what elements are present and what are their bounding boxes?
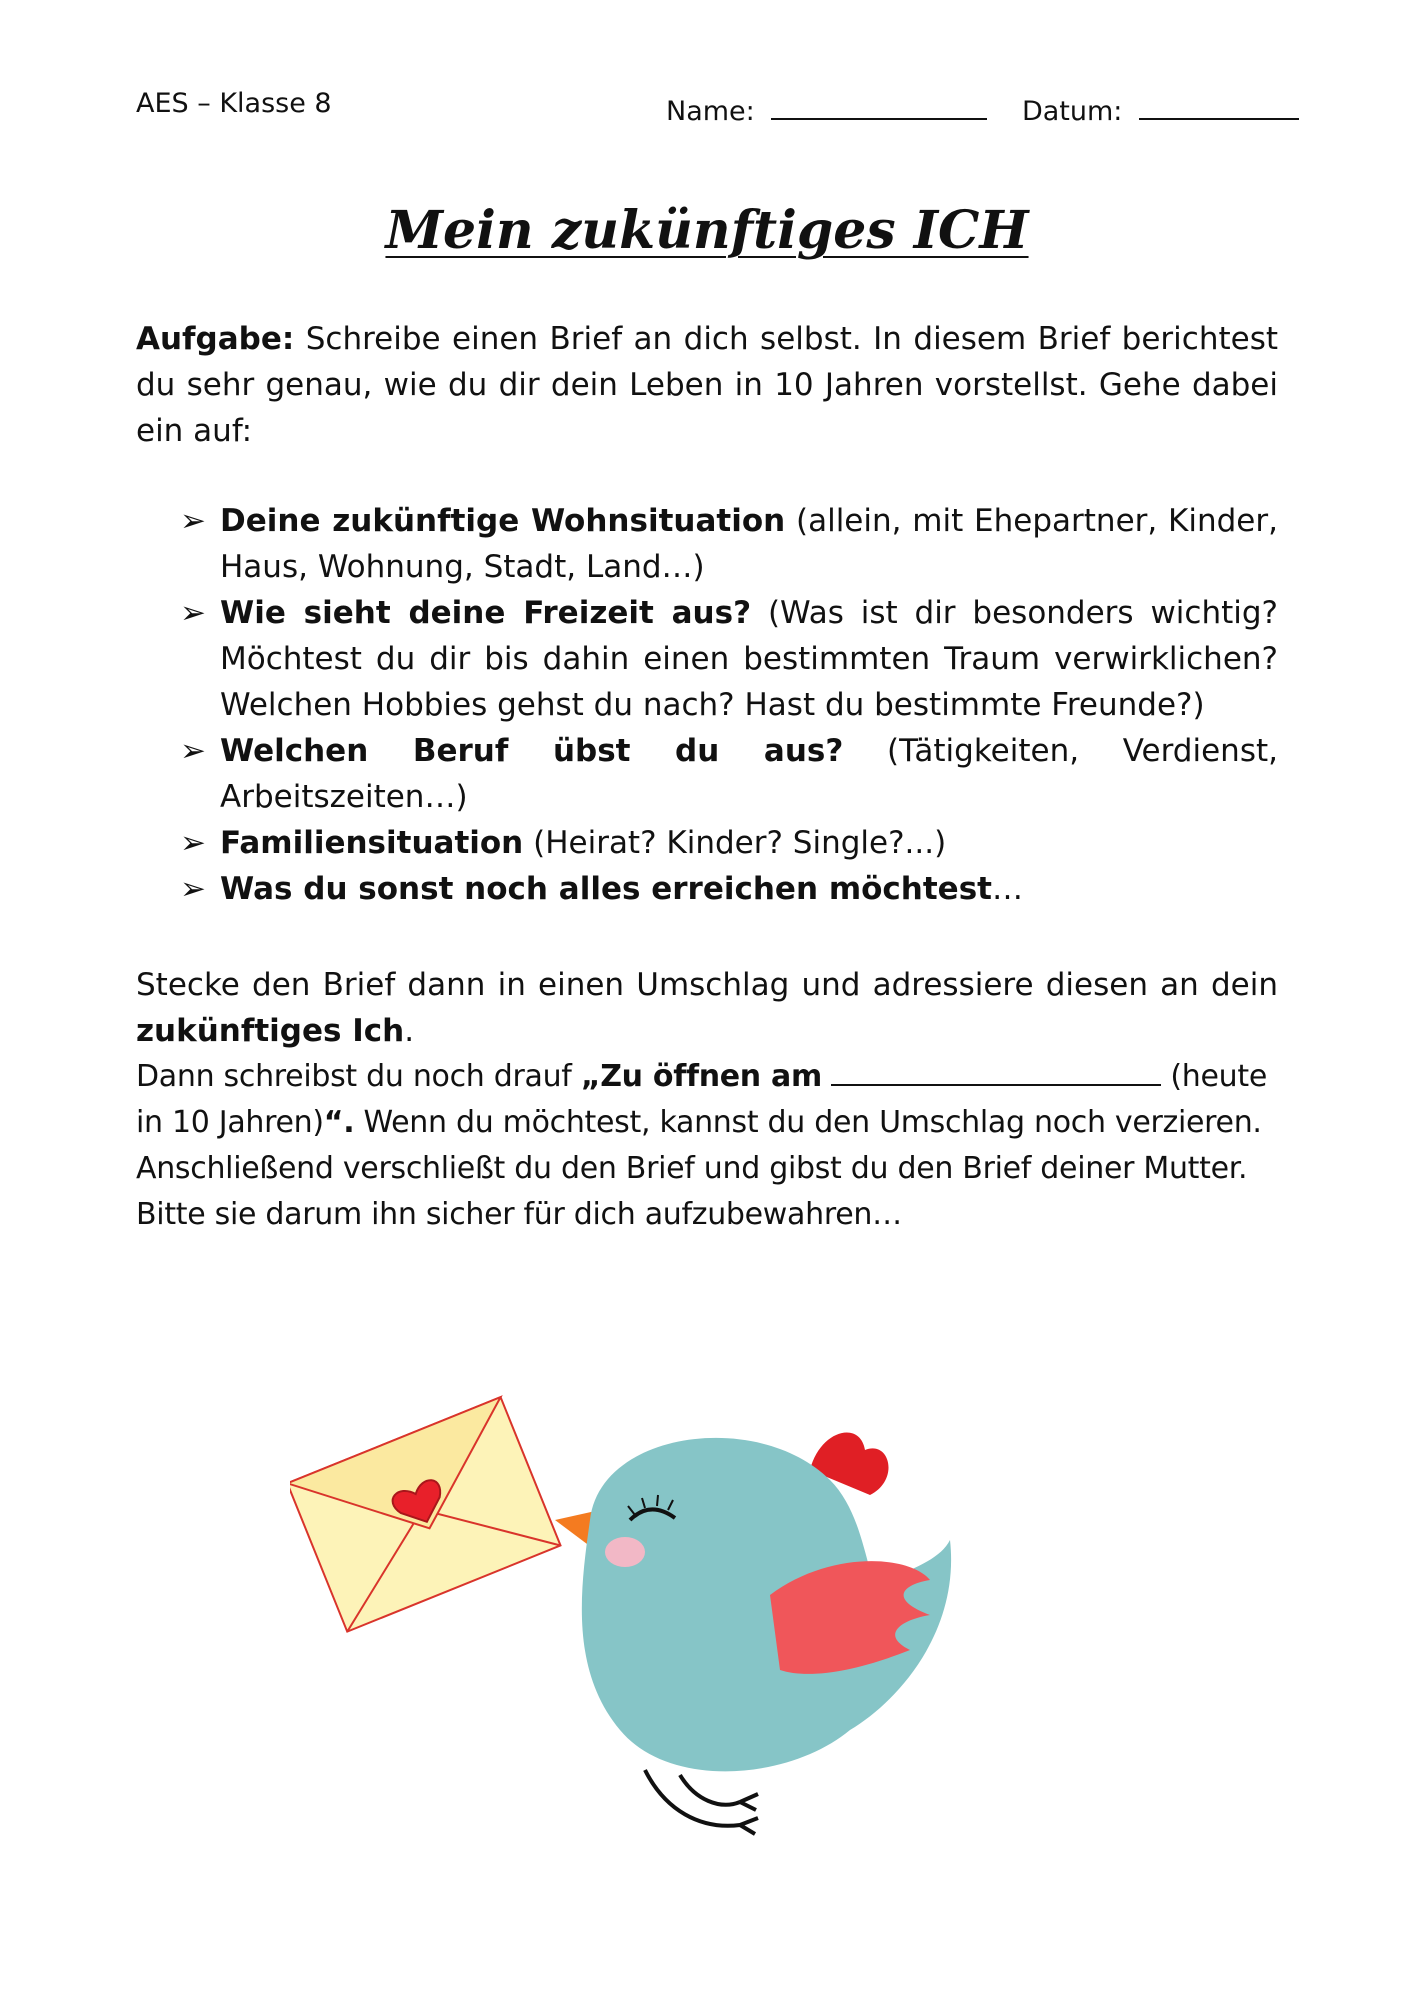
list-item bbox=[180, 498, 1278, 590]
page-title-text: Mein zukünftiges ICH bbox=[385, 200, 1029, 261]
name-date-fields bbox=[666, 88, 1299, 127]
open-date-blank-line bbox=[831, 1054, 1161, 1086]
list-item-bold: Wie sieht deine Freizeit aus? bbox=[220, 595, 752, 631]
arrow-bullet-icon: ➢ bbox=[180, 825, 206, 861]
list-item-rest: … bbox=[991, 871, 1023, 907]
list-item-rest: (Tätigkeiten, Verdienst, Arbeitszeiten…) bbox=[220, 733, 1278, 815]
closing-text: Stecke den Brief dann in einen Umschlag und adressiere diesen an dein bbox=[136, 967, 1278, 1003]
list-item bbox=[180, 866, 1278, 912]
task-label: Aufgabe: bbox=[136, 321, 295, 357]
page-title bbox=[0, 200, 1414, 261]
name-label: Name: bbox=[666, 96, 755, 127]
closing-paragraph-2 bbox=[136, 1054, 1296, 1238]
list-item-rest: (allein, mit Ehepartner, Kinder, Haus, Wohnung, Stadt, Land…) bbox=[220, 503, 1278, 585]
list-item-bold: Welchen Beruf übst du aus? bbox=[220, 733, 844, 769]
arrow-bullet-icon: ➢ bbox=[180, 595, 206, 631]
list-item-bold: Was du sonst noch alles erreichen möchtest bbox=[220, 871, 992, 907]
list-item-bold: Deine zukünftige Wohnsituation bbox=[220, 503, 786, 539]
topic-list bbox=[180, 498, 1278, 912]
task-paragraph bbox=[136, 316, 1278, 454]
list-item bbox=[180, 728, 1278, 820]
date-blank-line bbox=[1139, 88, 1299, 120]
list-item-bold: Familiensituation bbox=[220, 825, 524, 861]
closing-text: Wenn du möchtest, kannst du den Umschlag noch verzieren. Anschließend verschließt du den Brief und gibst du den Brief deiner Mutter. Bitte sie darum ihn sicher für dich aufzubewahren… bbox=[136, 1105, 1262, 1232]
closing-text: Dann schreibst du noch drauf bbox=[136, 1059, 581, 1094]
closing-instructions bbox=[136, 962, 1296, 1238]
list-item bbox=[180, 820, 1278, 866]
arrow-bullet-icon: ➢ bbox=[180, 733, 206, 769]
bird-feet-icon bbox=[645, 1770, 758, 1834]
arrow-bullet-icon: ➢ bbox=[180, 503, 206, 539]
cheek-icon bbox=[605, 1537, 645, 1567]
future-self-bold: zukünftiges Ich bbox=[136, 1013, 405, 1049]
bird-with-letter-illustration bbox=[290, 1370, 1050, 1930]
list-item-rest: (Was ist dir besonders wichtig? Möchtest du dir bis dahin einen bestimmten Traum verwirklichen? Welchen Hobbies gehst du nach? Hast du bestimmte Freunde?) bbox=[220, 595, 1279, 723]
list-item-rest: (Heirat? Kinder? Single?...) bbox=[523, 825, 947, 861]
quote-close: “. bbox=[323, 1105, 355, 1140]
list-item bbox=[180, 590, 1278, 728]
task-text: Schreibe einen Brief an dich selbst. In diesem Brief berichtest du sehr genau, wie du dir dein Leben in 10 Jahren vorstellst. Gehe dabei ein auf: bbox=[136, 321, 1278, 449]
open-on-label: „Zu öffnen am bbox=[580, 1059, 822, 1094]
closing-period: . bbox=[404, 1013, 415, 1049]
worksheet-header bbox=[136, 88, 1278, 128]
closing-paragraph-1 bbox=[136, 962, 1278, 1054]
in-ten-years-text: (heute in 10 Jahren) bbox=[136, 1059, 1268, 1140]
date-label: Datum: bbox=[1021, 96, 1123, 127]
envelope-icon bbox=[290, 1397, 561, 1632]
arrow-bullet-icon: ➢ bbox=[180, 871, 206, 907]
name-blank-line bbox=[771, 88, 987, 120]
school-class-label: AES – Klasse 8 bbox=[136, 88, 332, 119]
